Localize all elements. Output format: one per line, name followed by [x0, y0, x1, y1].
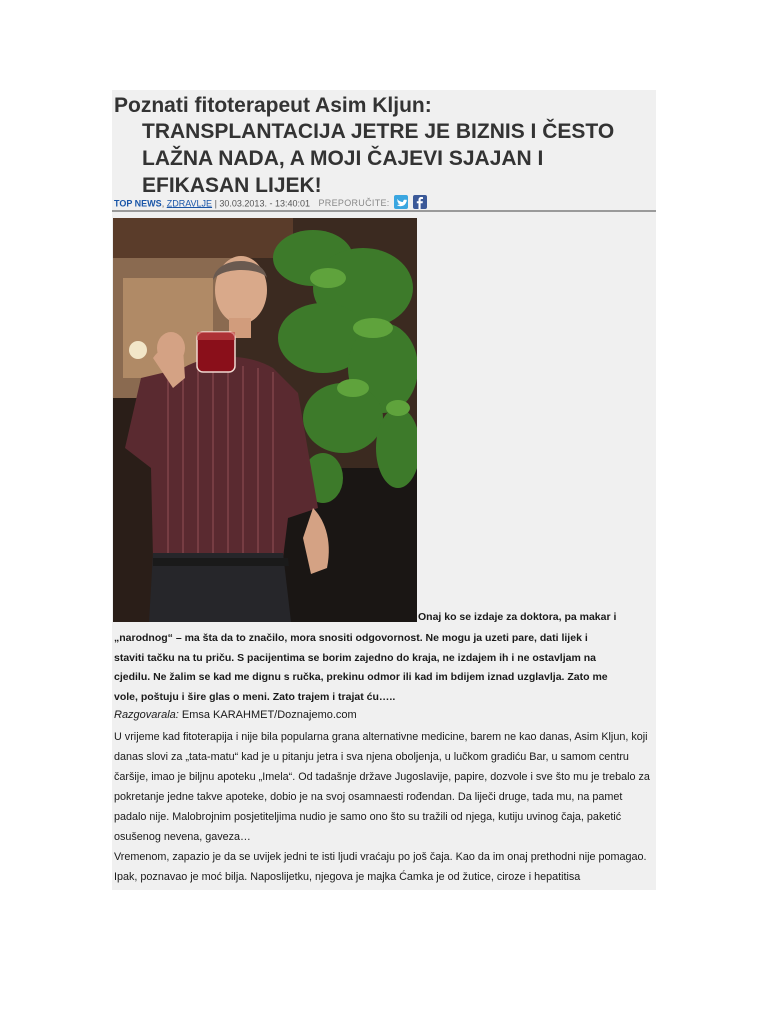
article-body: [114, 727, 656, 887]
meta-separator: ,: [161, 198, 167, 209]
quote-line: cjedilu. Ne žalim se kad me dignu s ručka, prekinu odmor ili kad im bdijem iznad uzglavlja. Zato me: [114, 671, 608, 683]
article-headline: TRANSPLANTACIJA JETRE JE BIZNIS I ČESTO LAŽNA NADA, A MOJI ČAJEVI SJAJAN I EFIKASAN LIJEK!: [142, 120, 615, 197]
category-link-top-news[interactable]: TOP NEWS: [114, 198, 162, 209]
credit-label: Razgovarala:: [114, 709, 179, 721]
credit-value: Emsa KARAHMET/Doznajemo.com: [178, 709, 357, 721]
category-initial: Z: [166, 198, 173, 209]
recommend-label: PREPORUČITE:: [318, 198, 390, 209]
article-datetime: | 30.03.2013. - 13:40:01: [212, 198, 310, 209]
quote-line: „narodnog“ – ma šta da to značilo, mora snositi odgovornost. Ne mogu ja uzeti pare, dati lijek i: [114, 632, 588, 644]
quote-block: [114, 629, 654, 707]
category-link-zdravlje[interactable]: [167, 198, 212, 208]
quote-line: staviti tačku na tu priču. S pacijentima se borim zajedno do kraja, ne izdajem ih i ne ostavljam na: [114, 651, 596, 664]
article-credit: [114, 709, 654, 721]
article-photo: [113, 218, 417, 622]
twitter-icon[interactable]: [394, 195, 408, 209]
quote-line: vole, poštuju i šire glas o meni. Zato trajem i trajat ću…..: [114, 690, 396, 703]
body-paragraph: Vremenom, zapazio je da se uvijek jedni te isti ljudi vraćaju po još čaja. Kao da im onaj prethodni nije pomagao. Ipak, poznavao je moć bilja. Naposlijetku, njegova je majka Ćamka je od žutice, ciroze i hepatitisa: [114, 851, 647, 883]
article-title-name: Poznati fitoterapeut Asim Kljun:: [114, 94, 432, 117]
quote-start: Onaj ko se izdaje za doktora, pa makar i: [418, 611, 617, 623]
article-meta: [114, 197, 654, 211]
title-divider: [112, 210, 656, 212]
article-page: [112, 90, 656, 890]
facebook-icon[interactable]: [413, 195, 427, 209]
body-paragraph: U vrijeme kad fitoterapija i nije bila popularna grana alternativne medicine, barem ne kao danas, Asim Kljun, koji danas slovi za „tata-matu“ kad je u pitanju jetra i sva njena oboljenja, u lučkom gradiću Bar, u samom centru čaršije, imao je biljnu apoteku „Imela“. Od tadašnje države Jugoslavije, papire, dozvole i sve što mu je trebalo za pokretanje jedne takve apoteke, dobio je na svoj osamnaesti rođendan. Da liječi druge, tada mu, na pamet padalo nije. Malobrojnim posjetiteljima nudio je samo ono što su tražili od njega, kutiju uvinog čaja, paketić osušenog nevena, gaveza…: [114, 731, 650, 843]
category-rest: DRAVLJE: [172, 198, 213, 209]
